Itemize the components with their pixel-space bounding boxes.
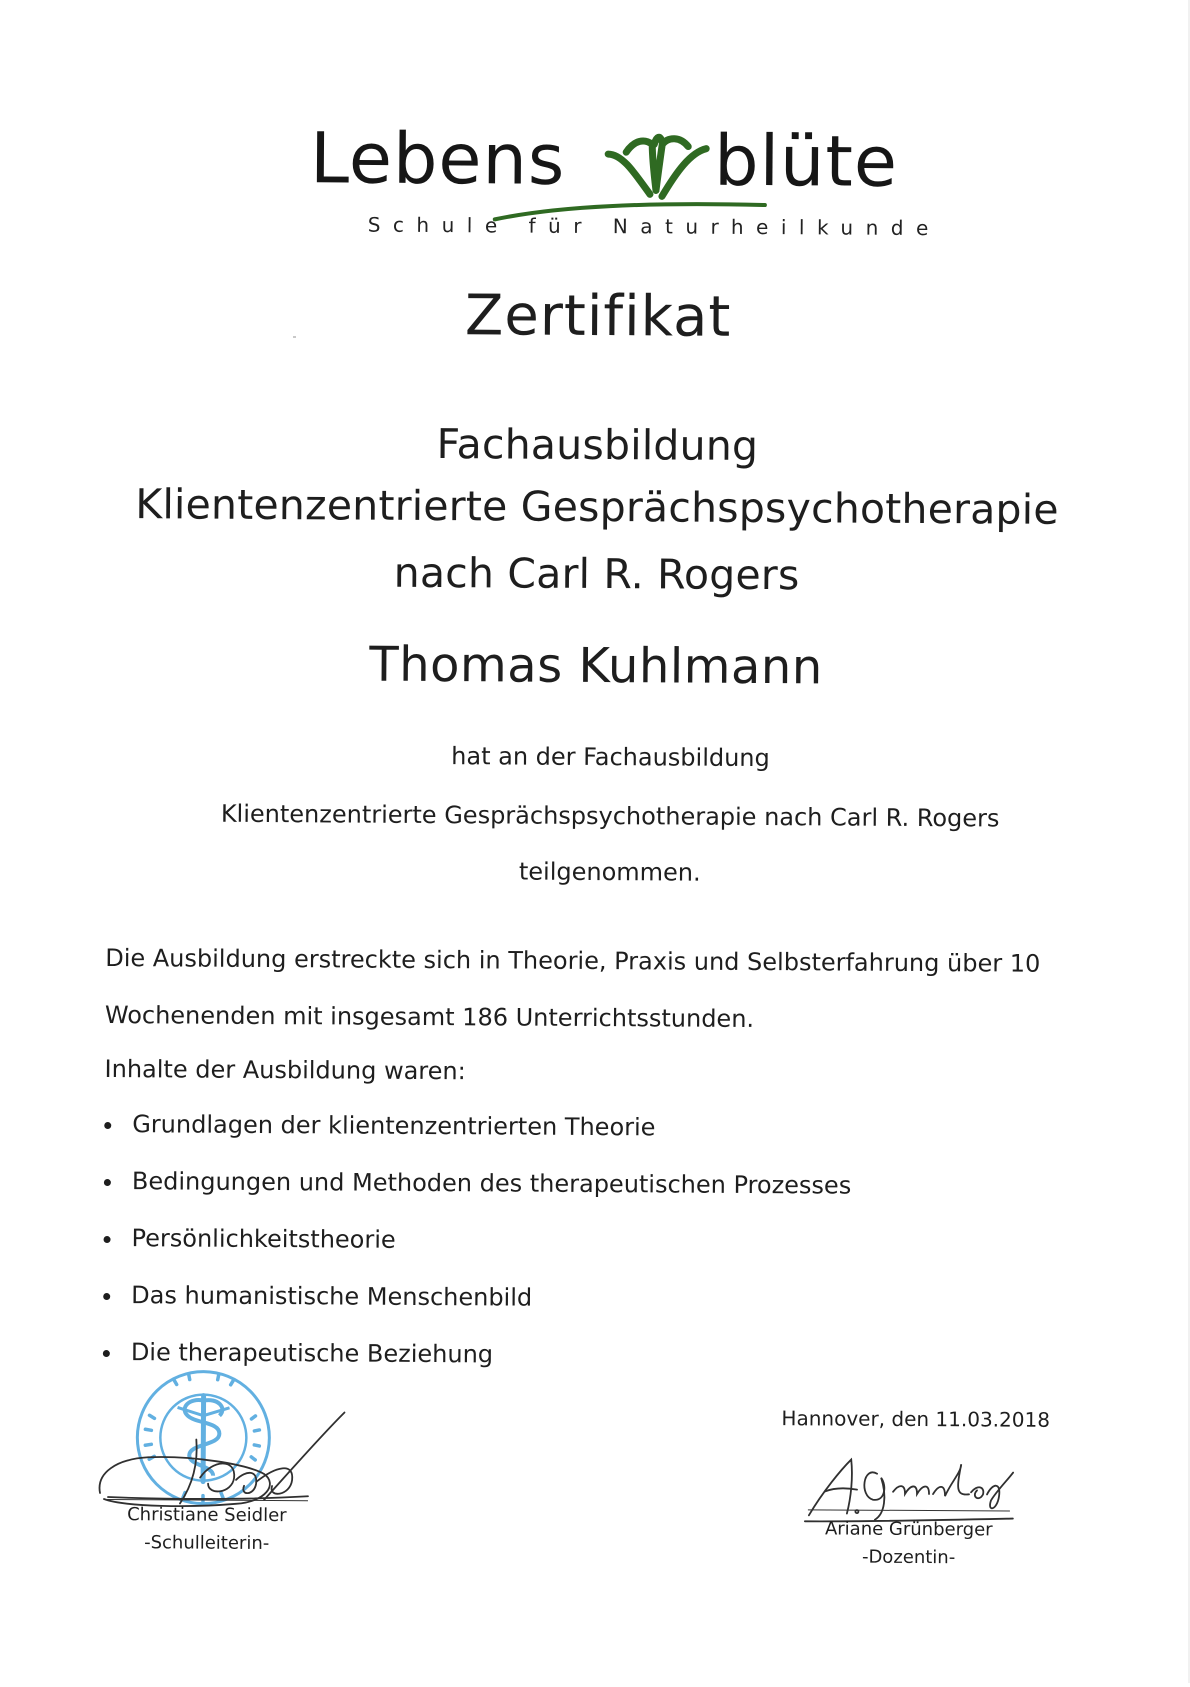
list-item: Bedingungen und Methoden des therapeutischen Prozesses	[102, 1165, 852, 1227]
list-item: Persönlichkeitstheorie	[101, 1222, 851, 1284]
headline-line: nach Carl R. Rogers	[393, 548, 800, 600]
signatory-name: Ariane Grünberger	[824, 1518, 993, 1541]
place-date: Hannover, den 11.03.2018	[781, 1406, 1051, 1432]
list-item: Grundlagen der klientenzentrierten Theorie	[102, 1108, 852, 1170]
headline-line: Fachausbildung	[436, 420, 759, 470]
contents-list	[101, 1108, 852, 1398]
signatory-role: -Schulleiterin-	[144, 1532, 270, 1555]
logo-tagline: Schule für Naturheilkunde	[367, 212, 941, 241]
list-item: Die therapeutische Beziehung	[101, 1336, 851, 1398]
confirmation-line: hat an der Fachausbildung	[451, 742, 770, 773]
headline-line: Klientenzentrierte Gesprächspsychotherapie	[135, 480, 1059, 534]
list-item: Das humanistische Menschenbild	[101, 1279, 851, 1341]
body-text-line: Wochenenden mit insgesamt 186 Unterrichtsstunden.	[104, 1001, 755, 1033]
signatory-name: Christiane Seidler	[127, 1504, 287, 1527]
signatory-role: -Dozentin-	[861, 1546, 956, 1569]
confirmation-line: teilgenommen.	[518, 857, 701, 887]
body-text-line: Die Ausbildung erstreckte sich in Theorie, Praxis und Selbsterfahrung über 10	[105, 944, 1041, 978]
participant-name: Thomas Kuhlmann	[369, 636, 823, 696]
school-logo	[304, 116, 945, 250]
logo-word-left: Lebens	[309, 117, 566, 201]
contents-heading: Inhalte der Ausbildung waren:	[104, 1055, 466, 1086]
confirmation-line: Klientenzentrierte Gesprächspsychotherapie nach Carl R. Rogers	[220, 799, 1000, 833]
logo-word-right: blüte	[713, 119, 899, 203]
page-title: Zertifikat	[464, 283, 732, 350]
